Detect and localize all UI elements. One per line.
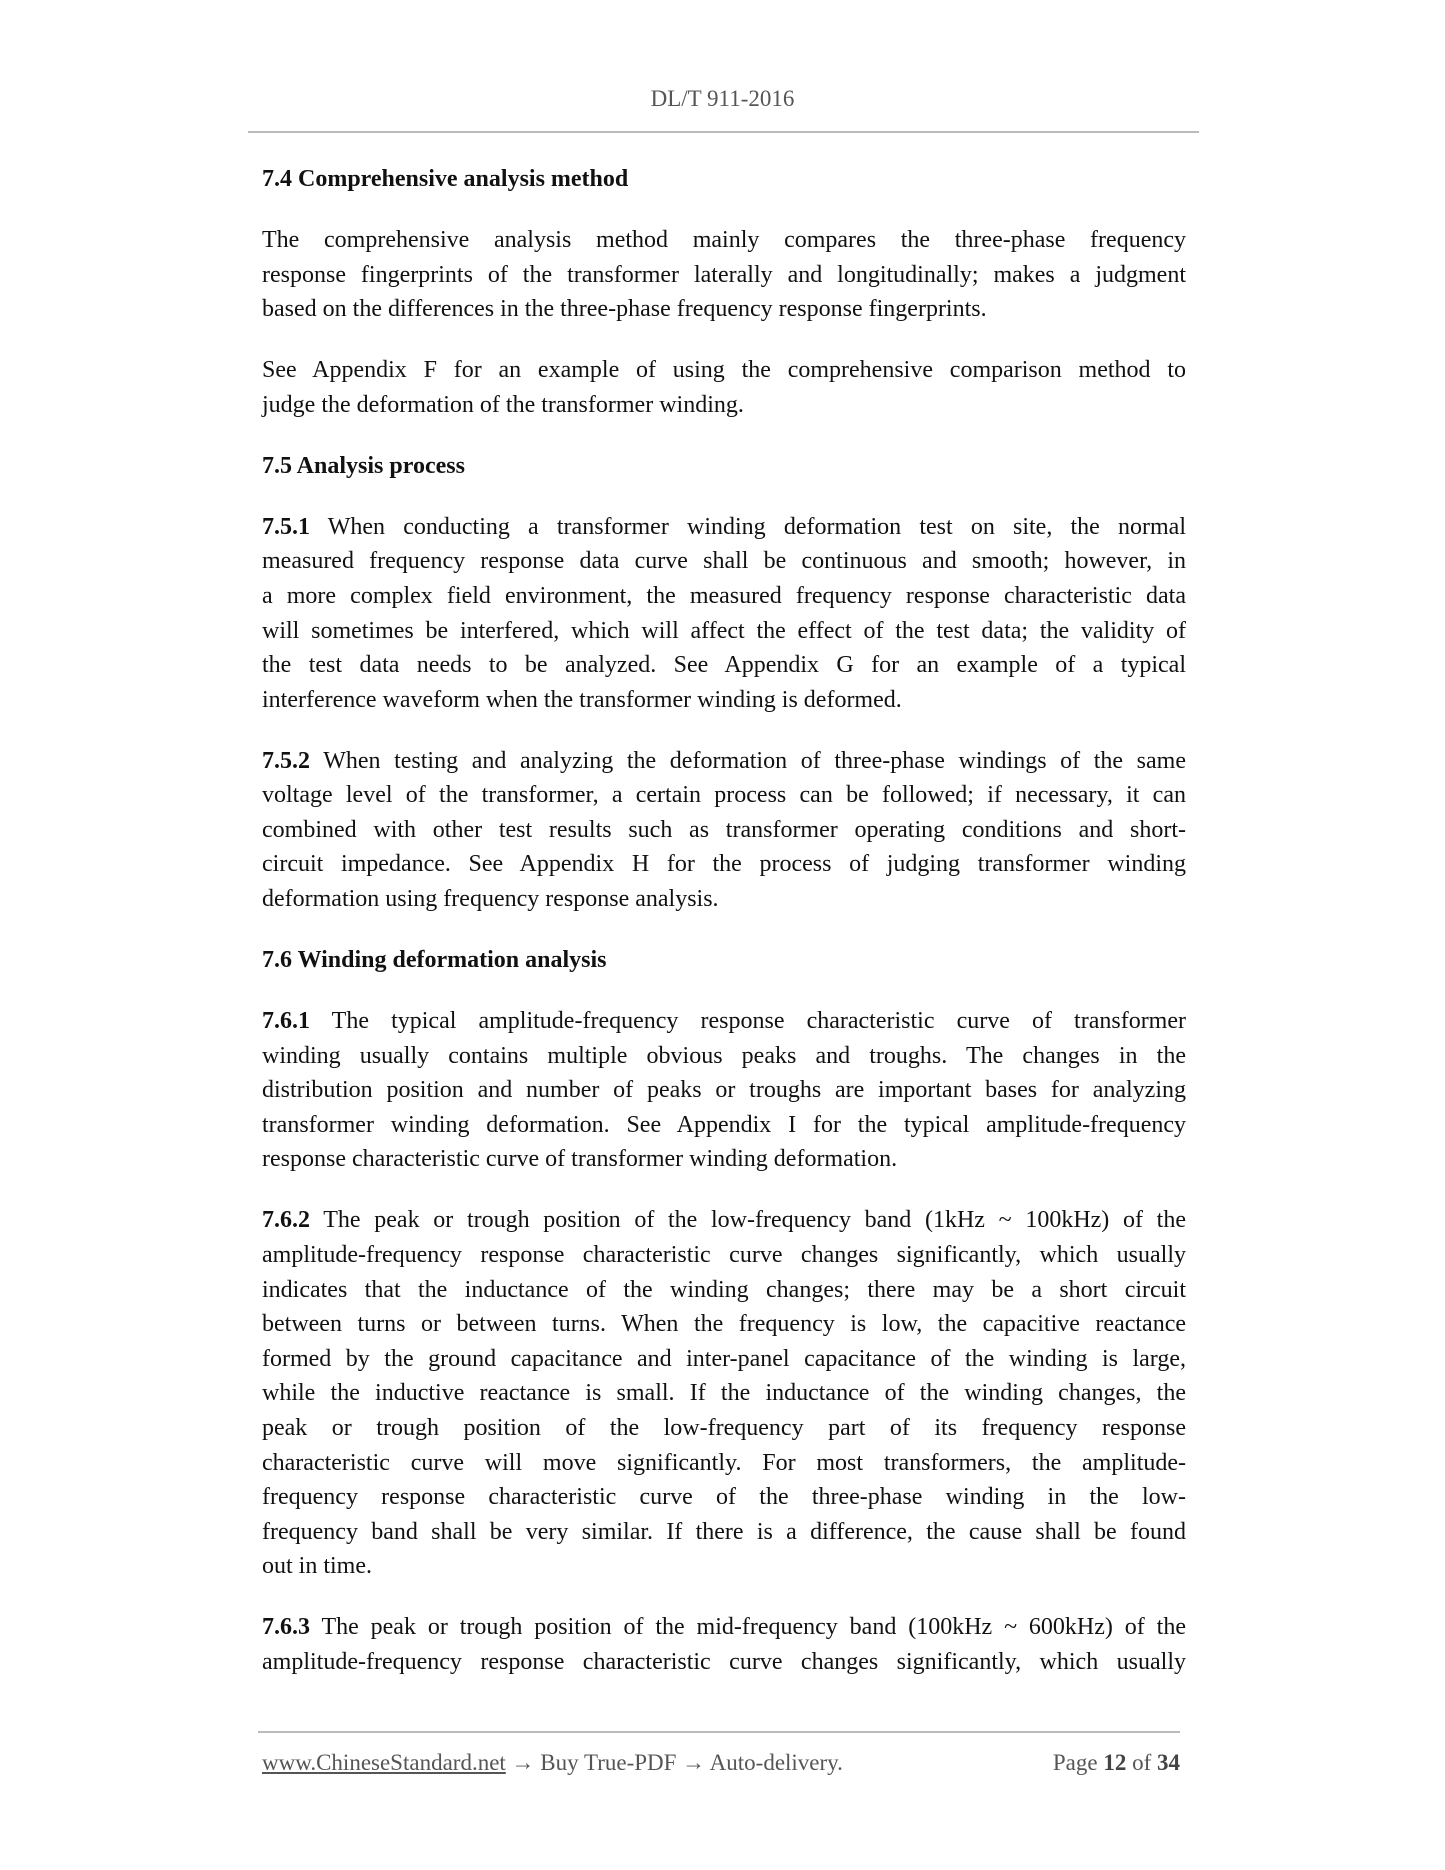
line-text: out in time. [262,1553,372,1580]
page-footer [262,1750,1180,1776]
text-line [262,292,1186,327]
text-line [262,1273,1186,1308]
text-line [262,1108,1186,1143]
line-text: The comprehensive analysis method mainly compares the three-phase frequency [262,226,1186,253]
line-text: combined with other test results such as transformer operating conditions and short- [262,816,1186,843]
text-line [262,1610,1186,1645]
text-line [262,1480,1186,1515]
paragraph [262,223,1186,327]
paragraph [262,1203,1186,1584]
text-line [262,388,1186,423]
line-text: interference waveform when the transformer winding is deformed. [262,686,902,713]
line-text: voltage level of the transformer, a certain process can be followed; if necessary, it can [262,782,1186,809]
text-line [262,544,1186,579]
section-heading: 7.4 Comprehensive analysis method [262,166,629,192]
line-text: judge the deformation of the transformer winding. [262,391,744,418]
line-text: transformer winding deformation. See Appendix I for the typical amplitude-frequency [262,1111,1186,1138]
text-line [262,1142,1186,1177]
text-line [262,1446,1186,1481]
text-line [262,353,1186,388]
line-text: amplitude-frequency response characteristic curve changes significantly, which usually [262,1241,1186,1268]
section-heading: 7.6 Winding deformation analysis [262,947,607,974]
line-text: a more complex field environment, the measured frequency response characteristic data [262,582,1186,609]
paragraph [262,744,1186,917]
text-line [262,778,1186,813]
footer-trail: → Buy True-PDF → Auto-delivery. [505,1750,843,1775]
line-text: characteristic curve will move significantly. For most transformers, the amplitude- [262,1449,1186,1476]
line-text: The peak or trough position of the mid-frequency band (100kHz ~ 600kHz) of the [321,1614,1186,1641]
current-page: 12 [1103,1750,1127,1775]
header-divider [248,131,1199,133]
text-line [262,683,1186,718]
line-text: measured frequency response data curve shall be continuous and smooth; however, in [262,548,1186,575]
text-line [262,510,1186,545]
page-content [262,162,1186,1706]
line-text: the test data needs to be analyzed. See Appendix G for an example of a typical [262,652,1186,679]
paragraph [262,510,1186,718]
paragraph [262,1004,1186,1177]
line-text: formed by the ground capacitance and inter-panel capacitance of the winding is large, [262,1345,1186,1372]
text-line [262,1549,1186,1584]
text-line [262,1073,1186,1108]
text-line [262,847,1186,882]
line-text: circuit impedance. See Appendix H for the process of judging transformer winding [262,851,1186,878]
line-text: between turns or between turns. When the frequency is low, the capacitive reactance [262,1311,1186,1338]
text-line [262,223,1186,258]
line-text: while the inductive reactance is small. If the inductance of the winding changes, the [262,1380,1186,1407]
line-text: response characteristic curve of transformer winding deformation. [262,1146,898,1173]
text-line [262,1307,1186,1342]
text-line [262,1203,1186,1238]
text-line [262,1376,1186,1411]
footer-promo [262,1750,843,1776]
line-text: frequency response characteristic curve of the three-phase winding in the low- [262,1484,1186,1511]
website-link[interactable]: www.ChineseStandard.net [262,1750,506,1775]
text-line [262,813,1186,848]
line-text: peak or trough position of the low-frequency part of its frequency response [262,1414,1186,1441]
line-text: response fingerprints of the transformer laterally and longitudinally; makes a judgment [262,261,1186,288]
paragraph [262,353,1186,422]
page-indicator: Page 12 of 34 [1052,1750,1180,1775]
text-line [262,648,1186,683]
total-pages: 34 [1157,1750,1180,1775]
text-line [262,1515,1186,1550]
text-line [262,1342,1186,1377]
document-code-header: DL/T 911-2016 [650,86,795,111]
line-text: The typical amplitude-frequency response characteristic curve of transformer [331,1008,1186,1035]
clause-number: 7.6.1 [262,1008,310,1035]
text-line [262,1004,1186,1039]
line-text: amplitude-frequency response characteristic curve changes significantly, which usually [262,1648,1186,1675]
line-text: frequency band shall be very similar. If there is a difference, the cause shall be found [262,1518,1186,1545]
text-line [262,614,1186,649]
text-line [262,1645,1186,1680]
clause-number: 7.6.2 [262,1207,310,1234]
text-line [262,882,1186,917]
line-text: When conducting a transformer winding deformation test on site, the normal [327,513,1186,540]
line-text: When testing and analyzing the deformation of three-phase windings of the same [323,747,1186,774]
text-line [262,744,1186,779]
text-line [262,1039,1186,1074]
line-text: will sometimes be interfered, which will affect the effect of the test data; the validity of [262,617,1186,644]
line-text: See Appendix F for an example of using the comprehensive comparison method to [262,357,1186,384]
line-text: The peak or trough position of the low-frequency band (1kHz ~ 100kHz) of the [323,1207,1186,1234]
section-heading: 7.5 Analysis process [262,452,465,479]
text-line [262,258,1186,293]
footer-divider [258,1731,1180,1733]
text-line [262,579,1186,614]
text-line [262,1238,1186,1273]
line-text: deformation using frequency response analysis. [262,886,719,913]
text-line [262,1411,1186,1446]
paragraph [262,1610,1186,1679]
clause-number: 7.6.3 [262,1614,310,1641]
line-text: winding usually contains multiple obvious peaks and troughs. The changes in the [262,1042,1186,1069]
clause-number: 7.5.2 [262,747,310,774]
line-text: indicates that the inductance of the winding changes; there may be a short circuit [262,1276,1186,1303]
line-text: based on the differences in the three-phase frequency response fingerprints. [262,296,987,323]
line-text: distribution position and number of peaks or troughs are important bases for analyzing [262,1077,1186,1104]
clause-number: 7.5.1 [262,513,310,540]
